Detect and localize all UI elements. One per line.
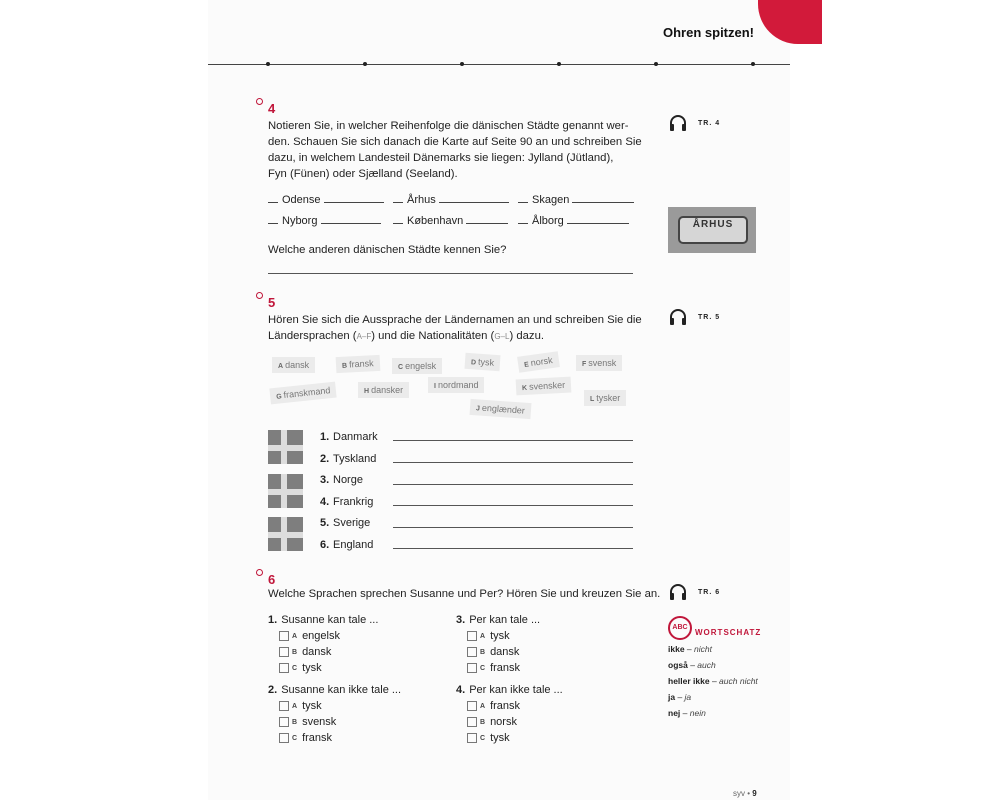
chapter-title: Ohren spitzen!: [663, 25, 755, 40]
vocab-entry: nej – nein: [668, 708, 706, 718]
rule-dot: [654, 62, 658, 66]
wortschatz-title: WORTSCHATZ: [695, 628, 762, 637]
exercise-5-instruction: Hören Sie sich die Aussprache der Ländernamen an und schreiben Sie die Ländersprachen (A–F) und die Nationalitäten (G–L) dazu.: [268, 314, 642, 342]
word-tag[interactable]: Ksvensker: [516, 377, 572, 396]
track-6[interactable]: [668, 582, 720, 602]
checkbox[interactable]: [467, 647, 477, 657]
checkbox[interactable]: [279, 717, 289, 727]
checkbox-option[interactable]: B svensk: [279, 716, 336, 728]
exercise-5-number: 5: [268, 295, 276, 310]
track-4[interactable]: [668, 113, 720, 133]
flag-image: [268, 474, 303, 508]
word-tag[interactable]: J englænder: [470, 399, 532, 419]
country-row: 6. England: [320, 539, 374, 551]
checkbox[interactable]: [279, 701, 289, 711]
vocab-entry: ikke – nicht: [668, 644, 712, 654]
country-row: 2. Tyskland: [320, 453, 377, 465]
checkbox[interactable]: [467, 701, 477, 711]
checkbox-option[interactable]: B dansk: [279, 646, 331, 658]
checkbox-option[interactable]: C tysk: [279, 662, 322, 674]
country-row: 1. Danmark: [320, 431, 378, 443]
rule-dot: [557, 62, 561, 66]
exercise-bullet: [256, 569, 263, 576]
checkbox-option[interactable]: B norsk: [467, 716, 517, 728]
vocab-entry: også – auch: [668, 660, 716, 670]
checkbox-option[interactable]: A tysk: [467, 630, 510, 642]
word-tag[interactable]: H dansker: [358, 382, 409, 398]
vocab-entry: ja – ja: [668, 692, 692, 702]
flag-image: [268, 517, 303, 551]
checkbox[interactable]: [279, 647, 289, 657]
city-blank-kobenhavn[interactable]: København: [393, 215, 508, 227]
word-tag[interactable]: A dansk: [272, 357, 315, 373]
checkbox-option[interactable]: A engelsk: [279, 630, 340, 642]
city-blank-arhus[interactable]: Århus: [393, 194, 509, 206]
answer-line[interactable]: [393, 505, 633, 506]
answer-line[interactable]: [393, 462, 633, 463]
question: 4. Per kan ikke tale ...: [456, 684, 563, 696]
vocab-entry: heller ikke – auch nicht: [668, 676, 758, 686]
city-blank-alborg[interactable]: Ålborg: [518, 215, 629, 227]
exercise-bullet: [256, 98, 263, 105]
arhus-sign-photo: [668, 207, 756, 253]
word-tag[interactable]: Enorsk: [517, 351, 560, 373]
flag-image: [268, 430, 303, 464]
rule-dot: [460, 62, 464, 66]
word-tag[interactable]: C engelsk: [392, 358, 442, 374]
question: 2. Susanne kan ikke tale ...: [268, 684, 402, 696]
exercise-6-instruction: Welche Sprachen sprechen Susanne und Per? Hören Sie und kreuzen Sie an.: [268, 588, 661, 600]
sign-text: ÅRHUS: [678, 216, 748, 244]
word-tag[interactable]: Gfranskmand: [269, 382, 337, 405]
city-blank-nyborg[interactable]: Nyborg: [268, 215, 381, 227]
exercise-6-number: 6: [268, 572, 276, 587]
exercise-4-instruction: Notieren Sie, in welcher Reihenfolge die dänischen Städte genannt wer- den. Schauen Sie sich danach die Karte auf Seite 90 an und schreiben Sie dazu, in welchem Landesteil Dänemarks sie liegen: Jylland (Jütland), Fyn (Fünen) oder Sjælland (Seeland).: [268, 120, 642, 180]
rule-dot: [266, 62, 270, 66]
rule-dot: [363, 62, 367, 66]
answer-line[interactable]: [393, 440, 633, 441]
city-blank-skagen[interactable]: Skagen: [518, 194, 634, 206]
checkbox-option[interactable]: B dansk: [467, 646, 519, 658]
word-tag[interactable]: D tysk: [464, 353, 500, 371]
answer-line[interactable]: [393, 527, 633, 528]
checkbox[interactable]: [279, 663, 289, 673]
checkbox-option[interactable]: C fransk: [467, 662, 520, 674]
abc-badge: ABC: [668, 616, 692, 640]
question: 3. Per kan tale ...: [456, 614, 541, 626]
answer-line[interactable]: [268, 273, 633, 274]
answer-line[interactable]: [393, 548, 633, 549]
header-rule: [208, 64, 790, 65]
track-label: TR. 4: [698, 119, 721, 127]
page-number: syv • 9: [733, 789, 757, 798]
exercise-4-number: 4: [268, 101, 276, 116]
headphones-icon: [668, 582, 688, 602]
city-blank-odense[interactable]: Odense: [268, 194, 384, 206]
checkbox-option[interactable]: A tysk: [279, 700, 322, 712]
checkbox[interactable]: [467, 733, 477, 743]
question: 1. Susanne kan tale ...: [268, 614, 379, 626]
country-row: 3. Norge: [320, 474, 363, 486]
checkbox[interactable]: [467, 631, 477, 641]
word-tag[interactable]: I nordmand: [428, 377, 484, 393]
country-row: 4. Frankrig: [320, 496, 374, 508]
other-cities-question: Welche anderen dänischen Städte kennen Sie?: [268, 244, 507, 256]
checkbox[interactable]: [467, 717, 477, 727]
track-5[interactable]: [668, 307, 720, 327]
word-tag[interactable]: L tysker: [584, 390, 626, 406]
checkbox[interactable]: [467, 663, 477, 673]
exercise-bullet: [256, 292, 263, 299]
checkbox[interactable]: [279, 733, 289, 743]
answer-line[interactable]: [393, 484, 633, 485]
checkbox-option[interactable]: C fransk: [279, 732, 332, 744]
track-label: TR. 5: [698, 313, 721, 321]
rule-dot: [751, 62, 755, 66]
word-tag[interactable]: F svensk: [576, 355, 622, 371]
headphones-icon: [668, 307, 688, 327]
country-row: 5. Sverige: [320, 517, 371, 529]
checkbox-option[interactable]: C tysk: [467, 732, 510, 744]
checkbox-option[interactable]: A fransk: [467, 700, 520, 712]
checkbox[interactable]: [279, 631, 289, 641]
word-tag[interactable]: Bfransk: [336, 355, 380, 373]
headphones-icon: [668, 113, 688, 133]
track-label: TR. 6: [698, 588, 721, 596]
